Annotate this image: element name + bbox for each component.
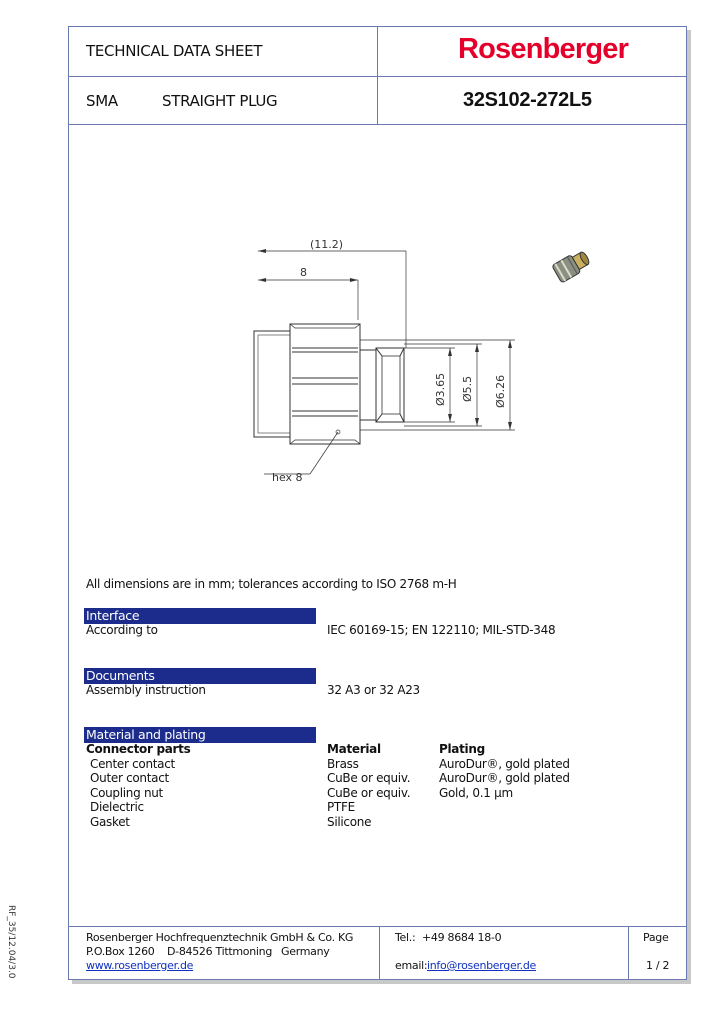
side-document-code: RF_35/12.04/3.0 <box>6 905 16 979</box>
material-col-material: Material <box>327 742 381 756</box>
interface-value: IEC 60169-15; EN 122110; MIL-STD-348 <box>327 623 556 637</box>
material-row-part: Gasket <box>90 815 130 829</box>
dim-total-label: (11.2) <box>310 238 344 251</box>
material-col-plating: Plating <box>439 742 485 756</box>
dim-hex-label: hex 8 <box>272 471 303 484</box>
dim-length-label: 8 <box>300 266 307 279</box>
page-shadow-right <box>687 30 691 984</box>
footer-page-number: 1 / 2 <box>646 959 670 972</box>
documents-value: 32 A3 or 32 A23 <box>327 683 420 697</box>
material-row-material: PTFE <box>327 800 355 814</box>
material-row-plating: Gold, 0.1 µm <box>439 786 513 800</box>
material-row-material: CuBe or equiv. <box>327 786 411 800</box>
footer-company: Rosenberger Hochfrequenztechnik GmbH & Co. KG <box>86 931 354 944</box>
rear-body <box>254 331 290 437</box>
material-row-material: Brass <box>327 757 359 771</box>
footer-email-link[interactable]: info@rosenberger.de <box>427 959 536 972</box>
documents-label: Assembly instruction <box>86 683 206 697</box>
footer-top-line <box>68 926 687 927</box>
footer-page-label: Page <box>643 931 669 944</box>
footer-website-link[interactable]: www.rosenberger.de <box>86 959 194 972</box>
material-row-part: Dielectric <box>90 800 144 814</box>
footer-pobox: P.O.Box 1260 <box>86 945 155 958</box>
dia-1-label: Ø3.65 <box>434 372 447 406</box>
product-name: STRAIGHT PLUG <box>162 92 278 110</box>
header-bottom-line <box>68 124 687 125</box>
material-row-part: Coupling nut <box>90 786 163 800</box>
dia-3-label: Ø6.26 <box>494 374 507 408</box>
footer-divider-2 <box>628 926 629 980</box>
brand-logo: Rosenberger <box>458 33 629 65</box>
section-material-header: Material and plating <box>84 727 316 742</box>
product-type: SMA <box>86 92 118 110</box>
footer-city: D-84526 Tittmoning <box>167 945 273 958</box>
header-column-divider <box>377 26 378 124</box>
footer-tel-label: Tel.: <box>395 931 416 944</box>
interface-label: According to <box>86 623 158 637</box>
footer-divider-1 <box>379 926 380 980</box>
footer-email-label: email: <box>395 959 428 972</box>
material-row-material: CuBe or equiv. <box>327 771 411 785</box>
material-row-part: Center contact <box>90 757 175 771</box>
doc-title: TECHNICAL DATA SHEET <box>86 42 263 60</box>
page-frame <box>68 26 687 980</box>
section-interface-header: Interface <box>84 608 316 623</box>
front-section <box>360 350 376 420</box>
footer-tel: +49 8684 18-0 <box>422 931 502 944</box>
footer-country: Germany <box>281 945 330 958</box>
material-row-plating: AuroDur®, gold plated <box>439 757 570 771</box>
part-number: 32S102-272L5 <box>463 89 592 111</box>
material-row-plating: AuroDur®, gold plated <box>439 771 570 785</box>
tolerance-note: All dimensions are in mm; tolerances according to ISO 2768 m-H <box>86 577 457 591</box>
connector-drawing <box>230 228 550 498</box>
material-row-material: Silicone <box>327 815 372 829</box>
dia-2-label: Ø5.5 <box>461 375 474 402</box>
page-shadow-bottom <box>72 980 691 984</box>
material-row-part: Outer contact <box>90 771 169 785</box>
material-col-part: Connector parts <box>86 742 191 756</box>
section-documents-header: Documents <box>84 668 316 683</box>
connector-photo <box>548 242 594 288</box>
